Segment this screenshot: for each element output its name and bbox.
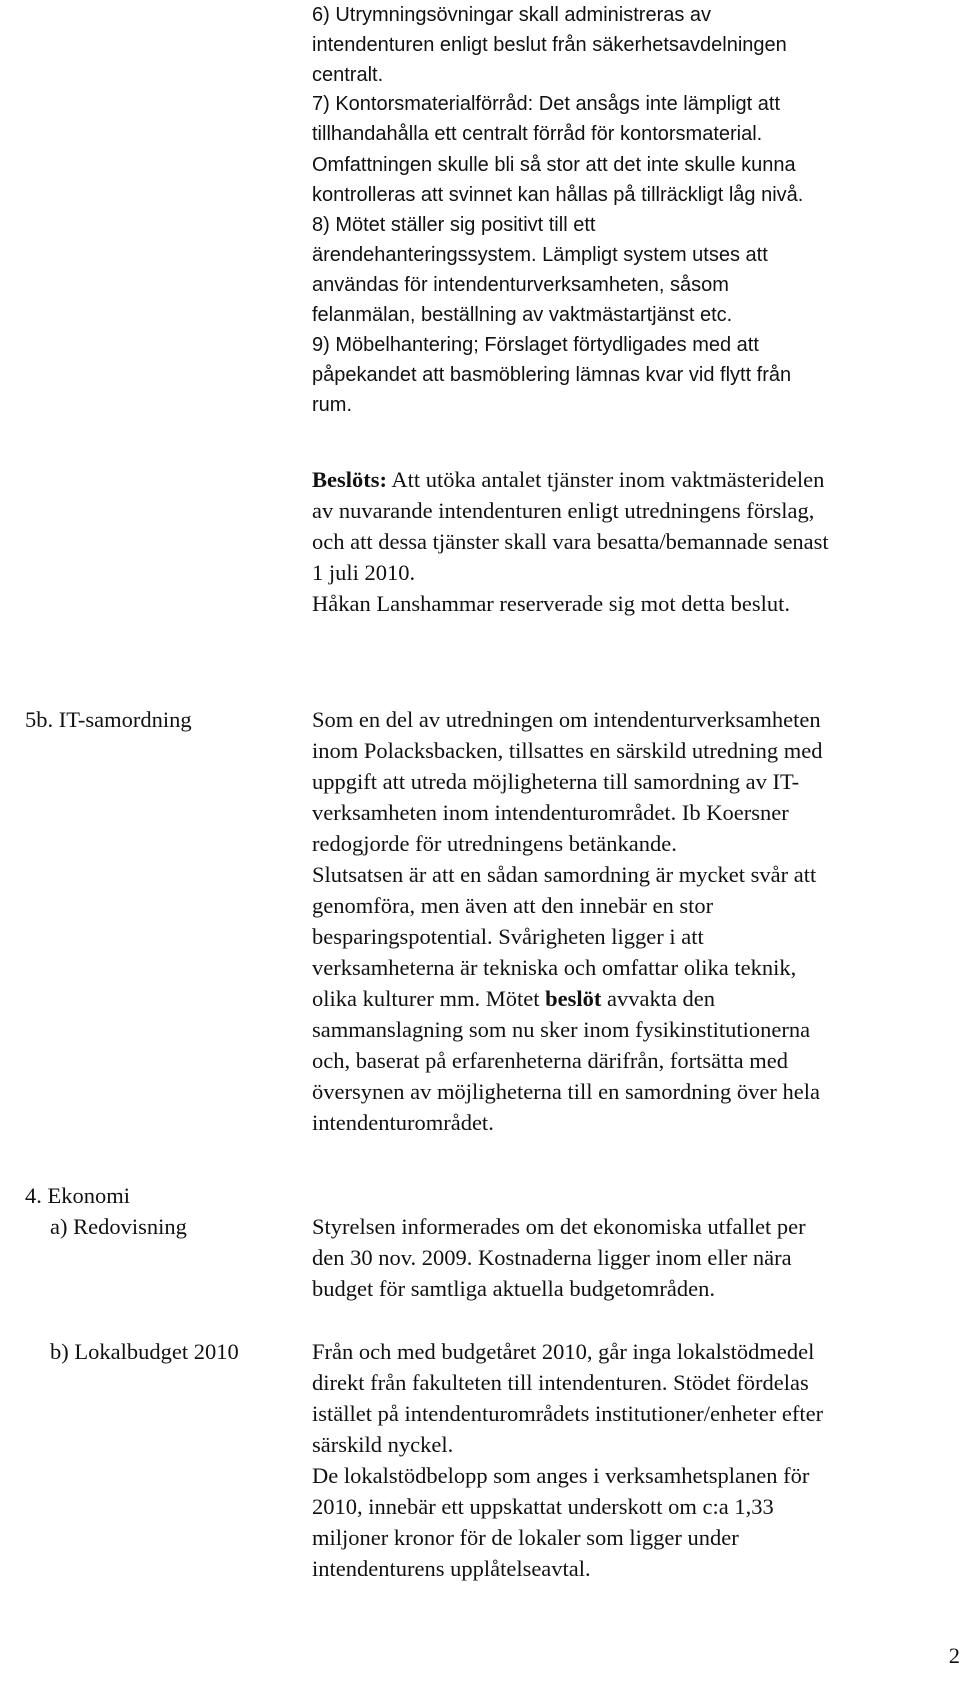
section-heading: 4. Ekonomi [25, 1183, 130, 1208]
section-line: Styrelsen informerades om det ekonomiska utfallet per [312, 1214, 806, 1239]
section-line: besparingspotential. Svårigheten ligger i att [312, 924, 704, 949]
section-line: De lokalstödbelopp som anges i verksamhetsplanen för [312, 1463, 810, 1488]
section-line: intendenturområdet. [312, 1110, 494, 1135]
list-line: 6) Utrymningsövningar skall administreras av [312, 4, 712, 26]
section-line: inom Polacksbacken, tillsattes en särskild utredning med [312, 738, 823, 763]
decision-keyword: beslöt [545, 986, 602, 1011]
decision-line: och att dessa tjänster skall vara besatta/bemannade senast [312, 529, 829, 554]
section-line: istället på intendenturområdets institutioner/enheter efter [312, 1401, 824, 1426]
list-line: användas för intendenturverksamheten, såsom [312, 274, 729, 296]
section-line [312, 983, 715, 1014]
list-line: rum. [312, 394, 352, 416]
section-line: 2010, innebär ett uppskattat underskott om c:a 1,33 [312, 1494, 774, 1519]
section-line: redogjorde för utredningens betänkande. [312, 831, 677, 856]
section-line: miljoner kronor för de lokaler som ligger under [312, 1525, 739, 1550]
list-line: kontrolleras att svinnet kan hållas på tillräckligt låg nivå. [312, 184, 804, 206]
list-line: tillhandahålla ett centralt förråd för kontorsmaterial. [312, 123, 763, 145]
section-text: avvakta den [601, 986, 716, 1011]
list-line: Omfattningen skulle bli så stor att det inte skulle kunna [312, 154, 796, 176]
section-line: sammanslagning som nu sker inom fysikinstitutionerna [312, 1017, 811, 1042]
section-line: och, baserat på erfarenheterna därifrån, fortsätta med [312, 1048, 788, 1073]
section-line: Från och med budgetåret 2010, går inga lokalstödmedel [312, 1339, 815, 1364]
section-line: uppgift att utreda möjligheterna till samordning av IT- [312, 769, 800, 794]
section-line: särskild nyckel. [312, 1432, 454, 1457]
list-line: centralt. [312, 64, 384, 86]
list-line: intendenturen enligt beslut från säkerhetsavdelningen [312, 34, 787, 56]
section-line: direkt från fakulteten till intendenturen. Stödet fördelas [312, 1370, 809, 1395]
list-line: 9) Möbelhantering; Förslaget förtydligades med att [312, 334, 759, 356]
section-line: Slutsatsen är att en sådan samordning är mycket svår att [312, 862, 817, 887]
decision-keyword: Beslöts: [312, 467, 387, 492]
list-line: 8) Mötet ställer sig positivt till ett [312, 214, 596, 236]
section-line: den 30 nov. 2009. Kostnaderna ligger inom eller nära [312, 1245, 792, 1270]
list-line: påpekandet att basmöblering lämnas kvar vid flytt från [312, 364, 792, 386]
section-line: översynen av möjligheterna till en samordning över hela [312, 1079, 820, 1104]
decision-line: av nuvarande intendenturen enligt utredningens förslag, [312, 498, 815, 523]
section-line: verksamheterna är tekniska och omfattar olika teknik, [312, 955, 797, 980]
section-line: intendenturens upplåtelseavtal. [312, 1556, 591, 1581]
section-line: budget för samtliga aktuella budgetområden. [312, 1276, 716, 1301]
section-line: verksamheten inom intendenturområdet. Ib Koersner [312, 800, 789, 825]
list-line: 7) Kontorsmaterialförråd: Det ansågs inte lämpligt att [312, 93, 780, 115]
section-heading: 5b. IT-samordning [25, 707, 192, 732]
subsection-heading: a) Redovisning [50, 1214, 187, 1239]
decision-line: Håkan Lanshammar reserverade sig mot detta beslut. [312, 591, 790, 616]
section-line: Som en del av utredningen om intendenturverksamheten [312, 707, 821, 732]
page-number: 2 [948, 1643, 960, 1668]
list-line: ärendehanteringssystem. Lämpligt system utses att [312, 244, 768, 266]
list-line: felanmälan, beställning av vaktmästartjänst etc. [312, 304, 733, 326]
decision-line [312, 464, 824, 495]
section-line: genomföra, men även att den innebär en stor [312, 893, 714, 918]
decision-line: 1 juli 2010. [312, 560, 416, 585]
section-text: olika kulturer mm. Mötet [312, 986, 546, 1011]
decision-text: Att utöka antalet tjänster inom vaktmästeridelen [387, 467, 825, 492]
subsection-heading: b) Lokalbudget 2010 [50, 1339, 239, 1364]
